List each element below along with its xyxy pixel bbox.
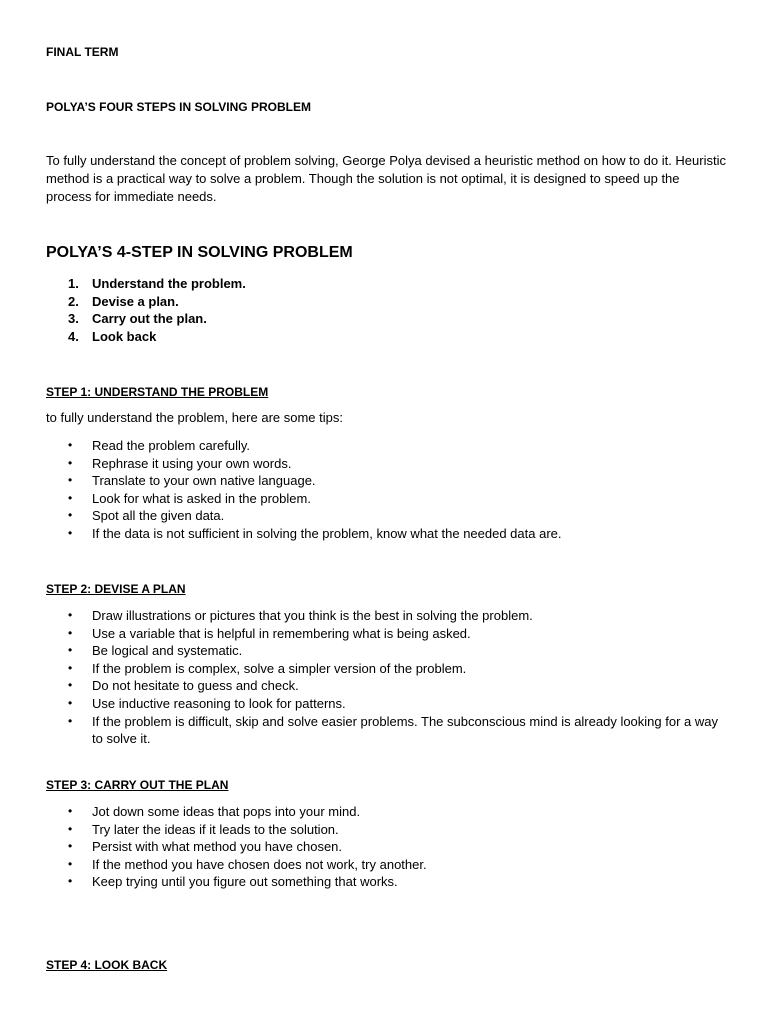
list-item-text: Spot all the given data. [92,508,225,524]
step3-heading: STEP 3: CARRY OUT THE PLAN [46,778,229,792]
list-item [46,873,732,891]
four-step-item-text: Carry out the plan. [92,311,207,327]
document-subtitle: POLYA’S FOUR STEPS IN SOLVING PROBLEM [46,100,311,114]
list-item-text: Try later the ideas if it leads to the solution. [92,821,339,837]
list-item-text: Be logical and systematic. [92,643,243,659]
list-item [46,803,732,821]
list-number: 1. [68,276,79,291]
step2-heading: STEP 2: DEVISE A PLAN [46,582,186,596]
bullet-icon: • [68,643,73,658]
intro-paragraph: To fully understand the concept of problem solving, George Polya devised a heuristic method on how to do it. Heuristic method is a practical way to solve a problem. Though the solution is not optimal, it is designed to speed up the process for immediate needs. [46,153,726,204]
four-step-item [46,328,732,346]
bullet-icon: • [68,438,73,452]
four-step-item [46,293,732,311]
bullet-icon: • [68,839,73,854]
four-step-item [46,275,732,293]
bullet-icon: • [68,874,73,889]
four-step-item-text: Look back [92,328,157,344]
list-item [46,660,732,678]
list-item-text: Jot down some ideas that pops into your mind. [92,804,361,819]
bullet-icon: • [68,856,73,871]
list-item-text: Rephrase it using your own words. [92,455,292,471]
list-item-text: If the data is not sufficient in solving the problem, know what the needed data are. [92,525,562,541]
list-item-text: Draw illustrations or pictures that you think is the best in solving the problem. [92,608,533,623]
bullet-icon: • [68,455,73,470]
four-step-item-text: Devise a plan. [92,293,179,309]
list-item [46,838,732,856]
four-step-item [46,310,732,328]
list-item-text: Read the problem carefully. [92,438,251,453]
bullet-icon: • [68,821,73,836]
list-item [46,821,732,839]
bullet-icon: • [68,695,73,710]
list-item [46,507,732,525]
list-item-text: Persist with what method you have chosen. [92,839,343,855]
bullet-icon: • [68,660,73,675]
four-step-item-text: Understand the problem. [92,276,246,291]
step2-tips-list [46,607,732,748]
list-item [46,490,732,508]
list-item [46,437,732,455]
list-number: 2. [68,293,79,309]
step1-intro: to fully understand the problem, here are some tips: [46,410,343,425]
list-item [46,607,732,625]
step1-heading: STEP 1: UNDERSTAND THE PROBLEM [46,385,269,399]
list-item-text: Use a variable that is helpful in remembering what is being asked. [92,625,471,641]
four-step-list [46,275,732,345]
bullet-icon: • [68,525,73,540]
list-item-text: Do not hesitate to guess and check. [92,678,299,694]
list-item-text: Keep trying until you figure out something that works. [92,874,398,890]
bullet-icon: • [68,804,73,818]
list-item [46,695,732,713]
bullet-icon: • [68,508,73,523]
list-item [46,677,732,695]
four-step-heading: POLYA’S 4-STEP IN SOLVING PROBLEM [46,244,353,261]
bullet-icon: • [68,678,73,693]
list-item-text: Look for what is asked in the problem. [92,490,311,506]
list-item-text: If the problem is complex, solve a simpler version of the problem. [92,660,467,676]
list-item [46,472,732,490]
list-item-text: If the method you have chosen does not work, try another. [92,856,427,872]
step3-tips-list [46,803,732,891]
list-number: 3. [68,311,79,327]
bullet-icon: • [68,625,73,640]
bullet-icon: • [68,713,73,728]
final-term-label: FINAL TERM [46,45,119,59]
list-item [46,642,732,660]
bullet-icon: • [68,608,73,622]
list-item [46,455,732,473]
list-item [46,856,732,874]
step4-heading: STEP 4: LOOK BACK [46,958,168,972]
list-item-text: Translate to your own native language. [92,473,316,489]
step1-tips-list [46,437,732,543]
bullet-icon: • [68,490,73,505]
list-item-text: If the problem is difficult, skip and solve easier problems. The subconscious mind is already looking for a way to solve it. [92,713,718,747]
list-item [46,525,732,543]
list-item [46,625,732,643]
list-item-text: Use inductive reasoning to look for patterns. [92,695,346,711]
bullet-icon: • [68,473,73,488]
list-number: 4. [68,328,79,344]
list-item [46,713,732,748]
